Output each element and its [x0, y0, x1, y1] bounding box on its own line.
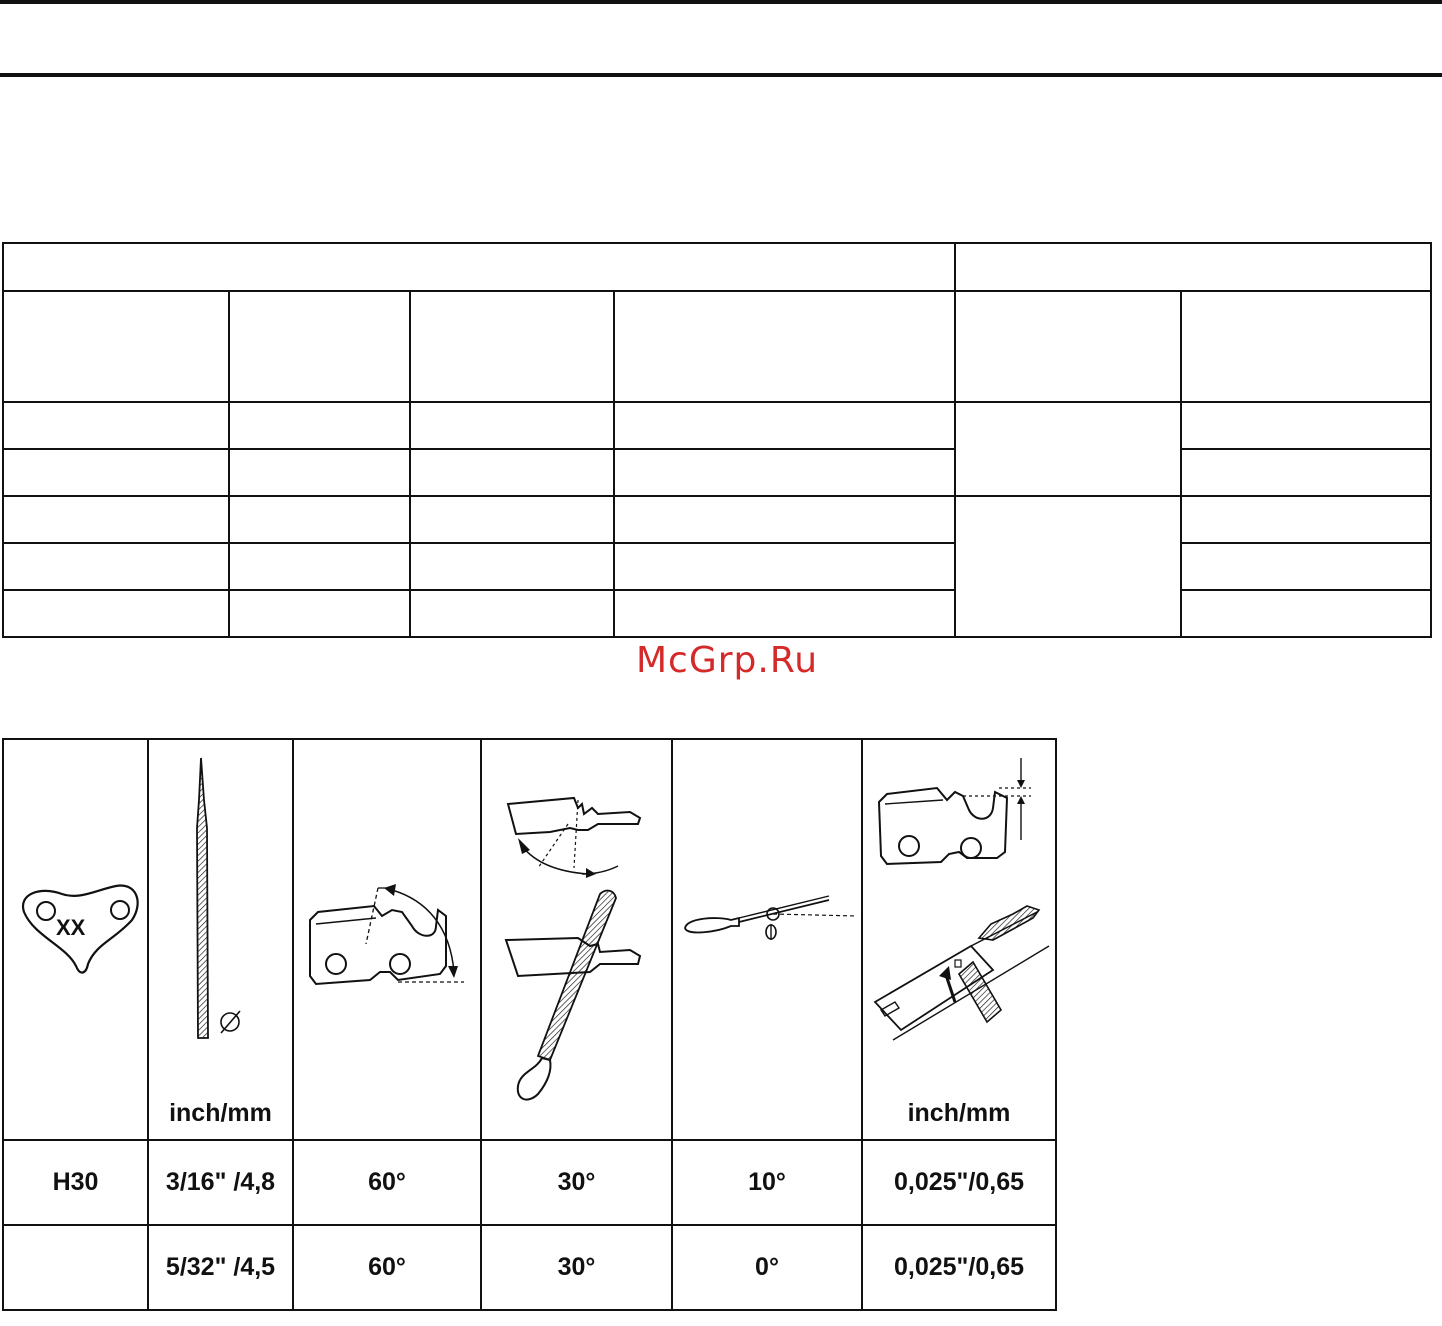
- spec-cell: [614, 543, 955, 590]
- spec-header-cell: [3, 291, 229, 402]
- spec-cell: [1181, 543, 1431, 590]
- header-rule: [0, 73, 1442, 77]
- spec-cell: [410, 449, 614, 496]
- top-plate-angle-icon: [294, 740, 482, 1138]
- spec-group-header-right: [955, 243, 1431, 291]
- spec-cell: [1181, 402, 1431, 449]
- spec-cell: [410, 496, 614, 543]
- spec-cell: [3, 496, 229, 543]
- spec-cell: [229, 496, 410, 543]
- file-tilt-angle-cell: 0°: [672, 1225, 862, 1310]
- watermark: McGrp.Ru: [635, 640, 819, 681]
- spec-cell: [1181, 496, 1431, 543]
- depth-gauge-unit: inch/mm: [907, 1099, 1011, 1127]
- top-plate-angle-header: [293, 739, 481, 1140]
- round-file-icon: [149, 740, 294, 1138]
- spec-cell: [614, 402, 955, 449]
- spec-header-cell: [1181, 291, 1431, 402]
- chain-type-cell: H30: [3, 1140, 148, 1225]
- spec-row: [3, 590, 1431, 637]
- depth-gauge-icon: [863, 740, 1057, 1138]
- spec-row: [3, 449, 1431, 496]
- spec-cell: [3, 449, 229, 496]
- file-tilt-angle-header: [672, 739, 862, 1140]
- spec-row: [3, 543, 1431, 590]
- spec-merged-cell: [955, 496, 1181, 637]
- tooth-marking-cell: [3, 739, 148, 1140]
- top-plate-angle-cell: 60°: [293, 1140, 481, 1225]
- file-diameter-header: [148, 739, 293, 1140]
- chain-type-cell: [3, 1225, 148, 1310]
- depth-gauge-header: [862, 739, 1056, 1140]
- spec-cell: [410, 590, 614, 637]
- spec-merged-cell: [955, 402, 1181, 496]
- spec-cell: [614, 590, 955, 637]
- spec-column-header-row: [3, 291, 1431, 402]
- file-diameter-cell: 3/16" /4,8: [148, 1140, 293, 1225]
- file-diameter-unit: inch/mm: [169, 1099, 272, 1127]
- spec-cell: [614, 449, 955, 496]
- spec-cell: [614, 496, 955, 543]
- spec-cell: [410, 543, 614, 590]
- side-plate-angle-header: [481, 739, 672, 1140]
- spec-cell: [3, 402, 229, 449]
- spec-cell: [410, 402, 614, 449]
- file-guide-table: [2, 738, 1057, 1311]
- spec-header-cell: [410, 291, 614, 402]
- spec-cell: [229, 543, 410, 590]
- side-plate-angle-cell: 30°: [481, 1140, 672, 1225]
- spec-cell: [1181, 449, 1431, 496]
- spec-cell: [1181, 590, 1431, 637]
- spec-header-cell: [614, 291, 955, 402]
- spec-cell: [3, 590, 229, 637]
- tooth-marking-label: XX: [56, 915, 86, 940]
- spec-cell: [229, 590, 410, 637]
- side-plate-angle-icon: [482, 740, 673, 1138]
- file-diameter-cell: 5/32" /4,5: [148, 1225, 293, 1310]
- table-row: [3, 1140, 1056, 1225]
- spec-row: [3, 402, 1431, 449]
- file-tilt-angle-icon: [673, 740, 863, 1138]
- top-plate-angle-cell: 60°: [293, 1225, 481, 1310]
- spec-cell: [3, 543, 229, 590]
- spec-header-cell: [955, 291, 1181, 402]
- illustration-row: [3, 739, 1056, 1140]
- spec-table: [2, 242, 1432, 638]
- spec-cell: [229, 449, 410, 496]
- spec-header-cell: [229, 291, 410, 402]
- spec-group-header-row: [3, 243, 1431, 291]
- spec-group-header-left: [3, 243, 955, 291]
- depth-gauge-cell: 0,025"/0,65: [862, 1225, 1056, 1310]
- side-plate-angle-cell: 30°: [481, 1225, 672, 1310]
- table-row: [3, 1225, 1056, 1310]
- spec-cell: [229, 402, 410, 449]
- spec-row: [3, 496, 1431, 543]
- file-tilt-angle-cell: 10°: [672, 1140, 862, 1225]
- depth-gauge-cell: 0,025"/0,65: [862, 1140, 1056, 1225]
- top-rule: [0, 0, 1442, 4]
